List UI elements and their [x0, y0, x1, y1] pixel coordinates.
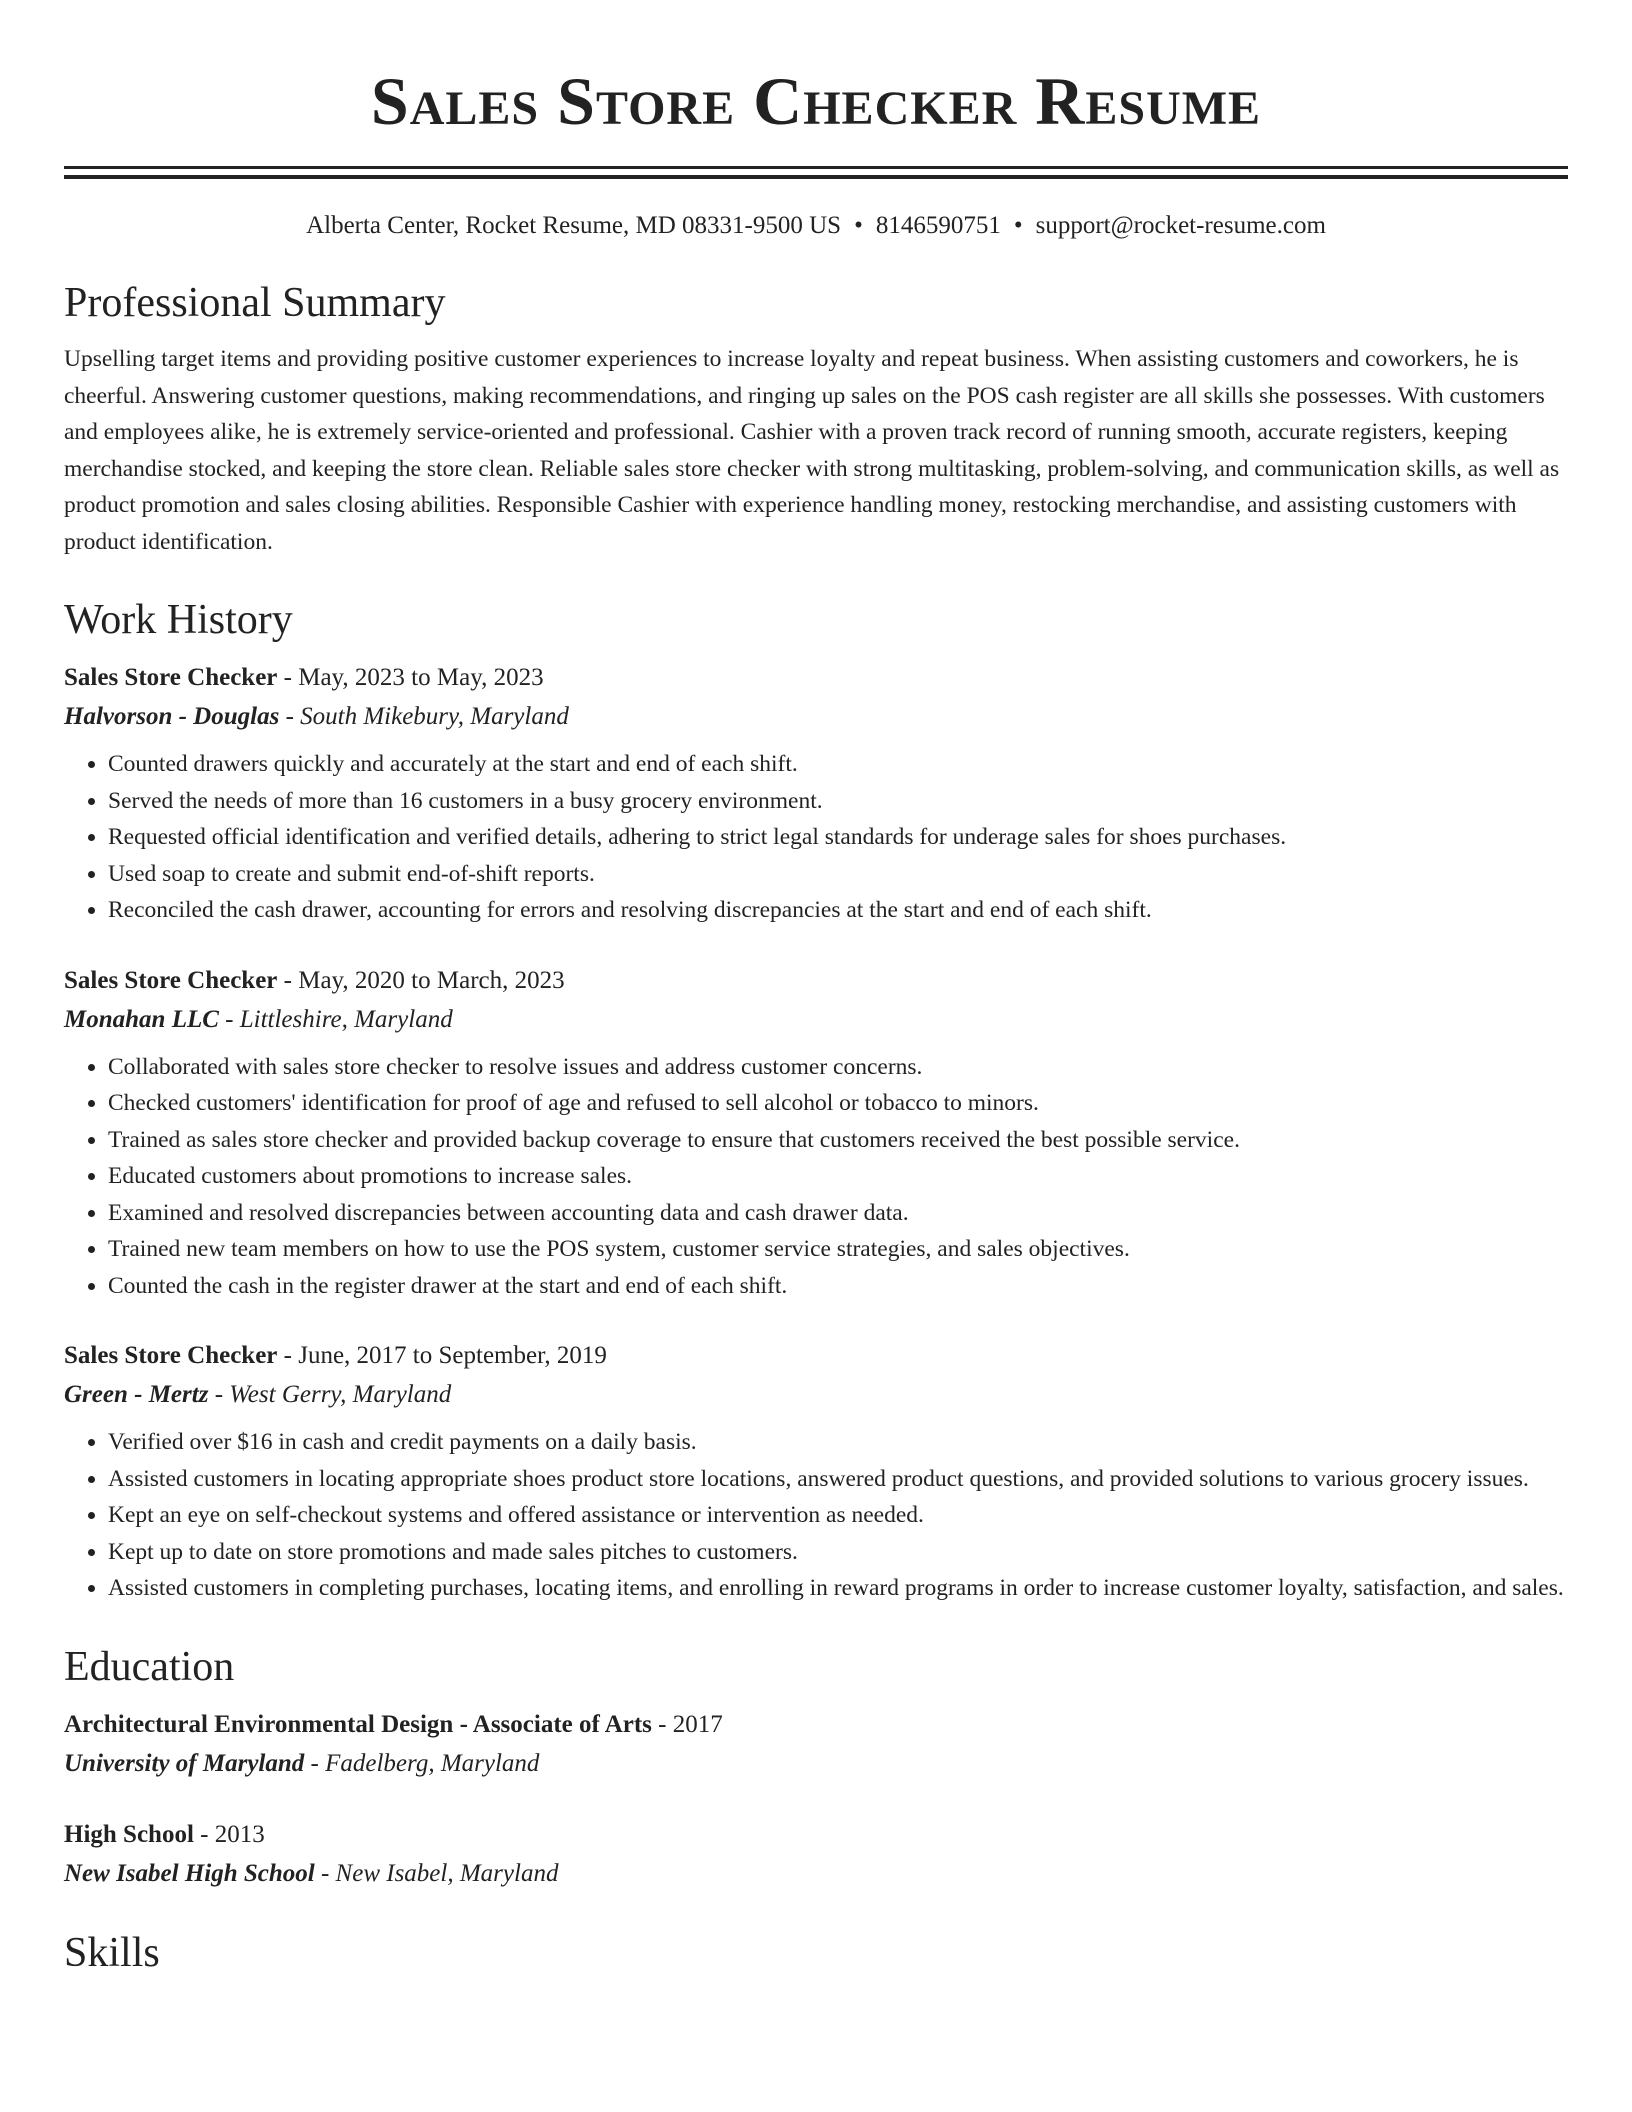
- education-degree: High School: [64, 1820, 194, 1848]
- summary-heading: Professional Summary: [64, 280, 446, 326]
- job-company: Monahan LLC: [64, 1005, 219, 1033]
- job-title: Sales Store Checker: [64, 664, 278, 691]
- job-duties: [64, 1049, 1568, 1305]
- job-title: Sales Store Checker: [64, 1342, 278, 1369]
- job-duty: • Verified over $16 in cash and credit payments on a daily basis.: [108, 1424, 1568, 1461]
- job-dates: - May, 2023 to May, 2023: [277, 664, 544, 691]
- job-duty: • Collaborated with sales store checker to resolve issues and address customer concerns.: [108, 1049, 1568, 1086]
- title-rule-top: [64, 166, 1568, 169]
- job-duty: • Counted the cash in the register drawer at the start and end of each shift.: [108, 1268, 1568, 1305]
- skills-heading: Skills: [64, 1929, 160, 1976]
- education-school-line: [64, 1854, 1568, 1893]
- job-location: - South Mikebury, Maryland: [279, 703, 569, 730]
- contact-separator: •: [1013, 212, 1023, 239]
- job-employer: [64, 697, 1568, 736]
- job-entry: [64, 961, 1568, 1305]
- job-company: Halvorson - Douglas: [64, 703, 280, 730]
- job-duty: • Educated customers about promotions to increase sales.: [108, 1158, 1568, 1195]
- job-entry: [64, 1336, 1568, 1607]
- contact-phone: 8146590751: [875, 212, 1001, 239]
- job-dates: - June, 2017 to September, 2019: [277, 1342, 607, 1369]
- education-location: - Fadelberg, Maryland: [304, 1749, 540, 1777]
- job-duty: • Counted drawers quickly and accurately at the start and end of each shift.: [108, 746, 1568, 783]
- education-year: - 2017: [651, 1710, 723, 1738]
- resume-title: Sales Store Checker Resume: [370, 63, 1262, 139]
- education-heading-line: [64, 1815, 1568, 1854]
- contact-separator: •: [854, 212, 863, 239]
- job-duty: • Assisted customers in completing purchases, locating items, and enrolling in reward programs in order to increase customer loyalty, satisfaction, and sales.: [108, 1570, 1568, 1607]
- education-entry: [64, 1705, 1568, 1783]
- summary-text: Upselling target items and providing positive customer experiences to increase loyalty and repeat business. When assisting customers and coworkers, he is cheerful. Answering customer questions, making recommendations, and ringing up sales on the POS cash register are all skills she possesses. With customers and employees alike, he is extremely service-oriented and professional. Cashier with a proven track record of running smooth, accurate registers, keeping merchandise stocked, and keeping the store clean. Reliable sales store checker with strong multitasking, problem-solving, and communication skills, as well as product promotion and sales closing abilities. Responsible Cashier with experience handling money, restocking merchandise, and assisting customers with product identification.: [64, 346, 1560, 555]
- job-heading: [64, 1336, 1568, 1375]
- education-year: - 2013: [193, 1820, 265, 1848]
- job-employer: [64, 1375, 1568, 1414]
- job-duty: • Trained as sales store checker and provided backup coverage to ensure that customers received the best possible service.: [108, 1122, 1568, 1159]
- job-heading: [64, 658, 1568, 697]
- job-heading: [64, 961, 1568, 1000]
- job-duty: • Checked customers' identification for proof of age and refused to sell alcohol or tobacco to minors.: [108, 1085, 1568, 1122]
- job-duties: [64, 746, 1568, 929]
- job-dates: - May, 2020 to March, 2023: [277, 966, 565, 994]
- job-duty: • Examined and resolved discrepancies between accounting data and cash drawer data.: [108, 1195, 1568, 1232]
- job-duty: • Trained new team members on how to use the POS system, customer service strategies, and sales objectives.: [108, 1231, 1568, 1268]
- education-school-line: [64, 1744, 1568, 1783]
- contact-address: Alberta Center, Rocket Resume, MD 08331-9500 US: [306, 212, 842, 239]
- education-school: New Isabel High School: [64, 1859, 315, 1887]
- work-history-heading: Work History: [64, 597, 293, 643]
- education-school: University of Maryland: [64, 1749, 305, 1777]
- job-duty: • Kept an eye on self-checkout systems and offered assistance or intervention as needed.: [108, 1497, 1568, 1534]
- education-degree: Architectural Environmental Design - Associate of Arts: [64, 1710, 652, 1738]
- education-heading: Education: [64, 1643, 235, 1690]
- job-title: Sales Store Checker: [64, 966, 278, 994]
- contact-line: [64, 209, 1568, 243]
- education-entry: [64, 1815, 1568, 1893]
- title-rule-bottom: [64, 175, 1568, 179]
- job-employer: [64, 1000, 1568, 1039]
- job-duties: [64, 1424, 1568, 1607]
- education-heading-line: [64, 1705, 1568, 1744]
- education-location: - New Isabel, Maryland: [314, 1859, 559, 1887]
- job-duty: • Used soap to create and submit end-of-shift reports.: [108, 856, 1568, 893]
- job-duty: • Requested official identification and verified details, adhering to strict legal standards for underage sales for shoes purchases.: [108, 819, 1568, 856]
- job-location: - West Gerry, Maryland: [208, 1381, 452, 1408]
- job-duty: • Reconciled the cash drawer, accounting for errors and resolving discrepancies at the start and end of each shift.: [108, 892, 1568, 929]
- job-duty: • Kept up to date on store promotions and made sales pitches to customers.: [108, 1534, 1568, 1571]
- contact-email: support@rocket-resume.com: [1035, 212, 1326, 239]
- job-duty: • Served the needs of more than 16 customers in a busy grocery environment.: [108, 783, 1568, 820]
- job-duty: • Assisted customers in locating appropriate shoes product store locations, answered product questions, and provided solutions to various grocery issues.: [108, 1461, 1568, 1498]
- job-entry: [64, 658, 1568, 929]
- job-company: Green - Mertz: [64, 1381, 209, 1408]
- job-location: - Littleshire, Maryland: [218, 1005, 453, 1033]
